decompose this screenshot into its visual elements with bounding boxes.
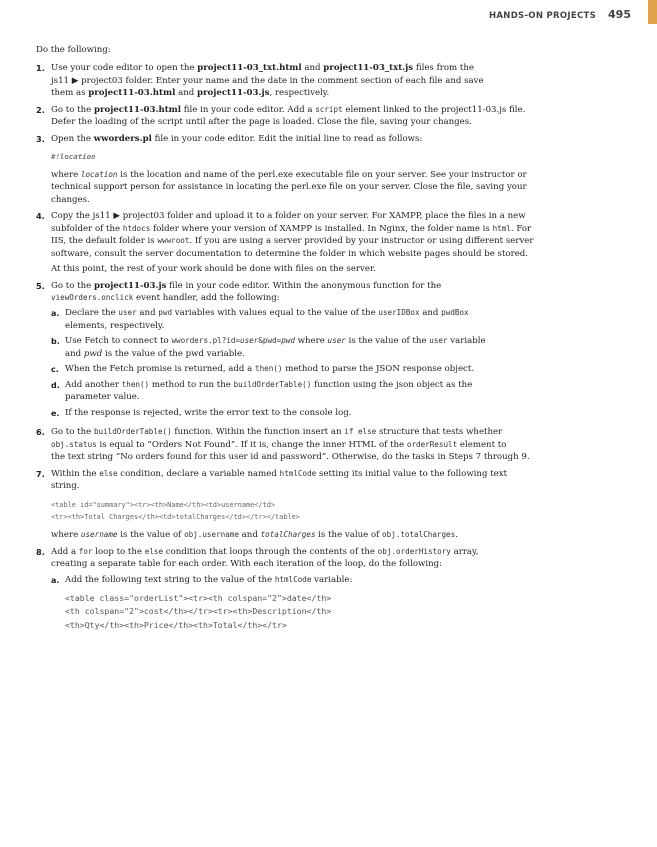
step-3 (36, 133, 638, 207)
step-7 (36, 468, 638, 542)
step-1 (36, 62, 638, 99)
step-text-line: js11 ▶ project03 folder. Enter your name and the date in the comment section of each file and save (51, 75, 484, 86)
step-text-line: where username is the value of obj.username and totalCharges is the value of obj.totalCharges. (51, 530, 458, 541)
page-content (36, 44, 638, 645)
code-line: <th colspan="2">cost</th></tr><tr><th>Description</th> (65, 606, 332, 617)
code-line: <tr><th>Total Charges</th><td>totalCharges</td></tr></table> (51, 513, 300, 522)
step-text-line: viewOrders.onclick event handler, add the following: (51, 292, 280, 303)
step-text-line: Go to the project11-03.html file in your code editor. Add a script element linked to the project11-03.js file. (51, 104, 526, 115)
step-text-line: At this point, the rest of your work should be done with files on the server. (51, 264, 376, 275)
step-text-line: Go to the project11-03.js file in your code editor. Within the anonymous function for the (51, 280, 442, 291)
step-text-line: IIS, the default folder is wwwroot. If you are using a server provided by your instructor or using different server (51, 236, 534, 247)
step-text-line: Go to the buildOrderTable() function. Within the function insert an if else structure that tests whether (51, 427, 503, 438)
step-4 (36, 210, 638, 275)
substep-c: c. When the Fetch promise is returned, add a then() method to parse the JSON response object. (51, 363, 638, 376)
code-block (65, 592, 638, 631)
step-number: 8. (36, 546, 45, 557)
step-text-line: changes. (51, 194, 90, 205)
step-text-line: Within the else condition, declare a variable named htmlCode setting its initial value to the following text (51, 468, 508, 479)
step-text-line: obj.status is equal to “Orders Not Found”. If it is, change the inner HTML of the orderResult element to (51, 439, 507, 450)
step-text-line: parameter value. (65, 392, 140, 403)
substep-a: a. Declare the user and pwd variables with values equal to the value of the userIDBox and pwdBox elements, respectively. (51, 307, 638, 332)
chapter-tab (648, 0, 657, 24)
step-5 (36, 280, 638, 423)
step-2 (36, 104, 638, 129)
step-text-line: When the Fetch promise is returned, add a then() method to parse the JSON response object. (65, 364, 475, 375)
step-number: 2. (36, 104, 45, 115)
substep-e: e. If the response is rejected, write the error text to the console log. (51, 407, 638, 420)
step-text-line: Declare the user and pwd variables with values equal to the value of the userIDBox and pwdBox (65, 308, 469, 319)
step-6 (36, 426, 638, 463)
page-header (489, 7, 631, 23)
step-text-line: Defer the loading of the script until after the page is loaded. Close the file, saving your changes. (51, 117, 472, 128)
step-text-line: Copy the js11 ▶ project03 folder and upload it to a folder on your server. For XAMPP, place the files in a new (51, 211, 526, 222)
substep-a: a. Add the following text string to the value of the htmlCode variable: <table class="orderList"><tr><th colspan="2">date</th> <th colspan="2">cost</th></tr><tr><th>Description</th> <th>Qty</th><th>Price</th><th>Total</th></tr> (51, 574, 638, 638)
step-text-line: If the response is rejected, write the error text to the console log. (65, 407, 352, 418)
step-number: 7. (36, 468, 45, 479)
step-text-line: and pwd is the value of the pwd variable. (65, 348, 245, 359)
step-text-line: Use Fetch to connect to wworders.pl?id=user&pwd=pwd where user is the value of the user variable (65, 336, 486, 347)
section-title: HANDS-ON PROJECTS (488, 11, 597, 21)
intro-text: Do the following: (36, 45, 111, 55)
step-8 (36, 546, 638, 641)
step-text-line: creating a separate table for each order. With each iteration of the loop, do the following: (51, 559, 443, 570)
step-number: 3. (36, 133, 45, 144)
step-text-line: technical support person for assistance in locating the perl.exe file on your server. Close the file, saving your (51, 182, 527, 193)
step-text-line: string. (51, 481, 80, 492)
step-text-line: software, consult the server documentation to determine the folder in which website pages should be stored. (51, 248, 529, 259)
page-number: 495 (608, 8, 631, 21)
step-text-line: Add the following text string to the value of the htmlCode variable: (65, 574, 353, 585)
step-text-line: Add another then() method to run the buildOrderTable() function using the json object as the (65, 379, 473, 390)
step-number: 4. (36, 211, 45, 222)
step-number: 6. (36, 427, 45, 438)
code-snippet: #!location (51, 152, 96, 162)
step-text-line: the text string “No orders found for this user id and password”. Otherwise, do the tasks in Steps 7 through 9. (51, 452, 530, 463)
step-text-line: subfolder of the htdocs folder where your version of XAMPP is installed. In Nginx, the folder name is html. For (51, 223, 532, 234)
step-text-line: elements, respectively. (65, 320, 165, 331)
code-line: <th>Qty</th><th>Price</th><th>Total</th></tr> (65, 619, 287, 630)
step-text-line: where location is the location and name of the perl.exe executable file on your server. See your instructor or (51, 169, 527, 180)
step-text-line: Use your code editor to open the project11-03_txt.html and project11-03_txt.js files from the (51, 63, 474, 74)
code-line: <table class="orderList"><tr><th colspan="2">date</th> (65, 593, 332, 604)
step-text-line: Open the wworders.pl file in your code editor. Edit the initial line to read as follows: (51, 133, 423, 144)
substep-d: d. Add another then() method to run the buildOrderTable() function using the json object as the parameter value. (51, 379, 638, 404)
code-block (51, 499, 638, 524)
code-line: <table id="summary"><tr><th>Name</th><td>username</td> (51, 500, 276, 509)
step-number: 5. (36, 280, 45, 291)
step-text-line: them as project11-03.html and project11-03.js, respectively. (51, 88, 330, 99)
substep-b: b. Use Fetch to connect to wworders.pl?id=user&pwd=pwd where user is the value of the user variable and pwd is the value of the pwd variable. (51, 335, 638, 360)
step-number: 1. (36, 63, 45, 74)
step-text-line: Add a for loop to the else condition that loops through the contents of the obj.orderHistory array, (51, 546, 479, 557)
